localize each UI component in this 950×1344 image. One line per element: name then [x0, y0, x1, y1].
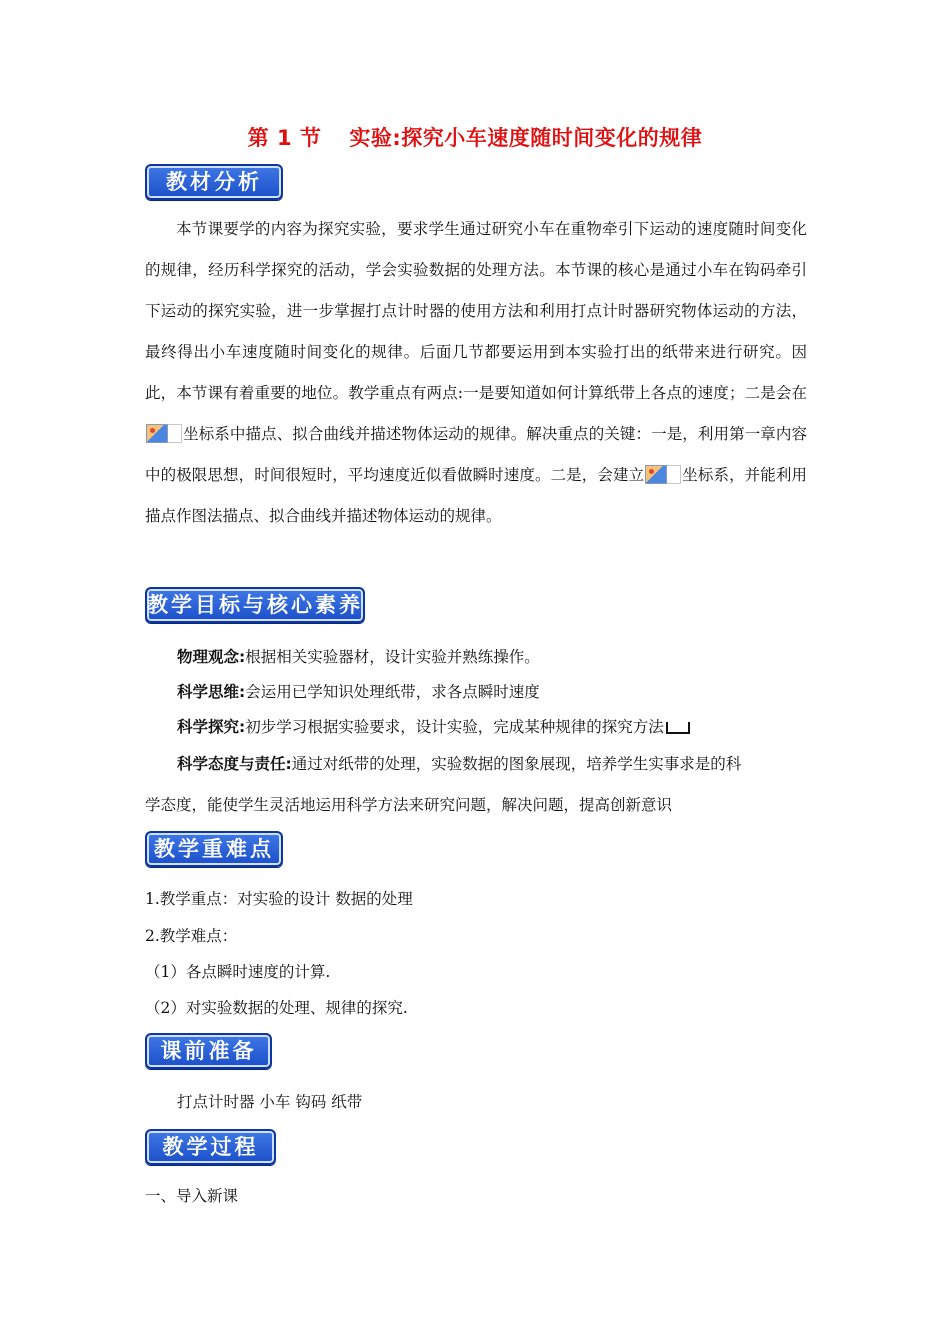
- header-badge-goals: 教学目标与核心素养: [145, 587, 365, 623]
- goal-label: 科学态度与责任:: [177, 755, 292, 773]
- bracket-mark: [666, 722, 690, 734]
- goal-label: 科学探究:: [177, 718, 246, 736]
- goal-label: 科学思维:: [177, 683, 246, 701]
- process-step-1: 一、导入新课: [145, 1187, 239, 1205]
- analysis-text-1: 本节课要学的内容为探究实验，要求学生通过研究小车在重物牵引下运动的速度随时间变化的规律，经历科学探究的活动，学会实验数据的处理方法。本节课的核心是通过小车在钩码牵引下运动的探究实验，进一步掌握打点计时器的使用方法和利用打点计时器研究物体运动的方法，最终得出小车速度随时间变化的规律。后面几节都要运用到本实验打出的纸带来进行研究。因此，本节课有着重要的地位。教学重点有两点:一是要知道如何计算纸带上各点的速度；二是会在: [145, 220, 807, 402]
- keypoint-item-1: 1.教学重点：对实验的设计 数据的处理: [145, 890, 413, 908]
- keypoint-sub-1: （1）各点瞬时速度的计算.: [145, 963, 331, 981]
- goal-text: 初步学习根据实验要求，设计实验，完成某种规律的探究方法: [245, 718, 664, 736]
- goal-item-scientific-thinking: [177, 681, 540, 703]
- keypoint-item-2: 2.教学难点：: [145, 927, 238, 945]
- section-number: 第 1 节: [247, 126, 322, 150]
- goal-item-attitude: [177, 753, 741, 775]
- analysis-text-3: 坐标系，并能利用描点作图法描点、拟合曲线并描述物体运动的规律。: [145, 466, 807, 525]
- header-badge-prep: 课前准备: [145, 1033, 272, 1069]
- broken-image-icon: [146, 424, 182, 442]
- broken-image-icon: [645, 465, 681, 483]
- prep-materials: 打点计时器 小车 钩码 纸带: [177, 1093, 363, 1111]
- analysis-text-2: 坐标系中描点、拟合曲线并描述物体运动的规律。解决重点的关键：一是，利用第一章内容中的极限思想，时间很短时，平均速度近似看做瞬时速度。二是，会建立: [145, 425, 807, 484]
- page-title: [0, 122, 950, 152]
- keypoint-sub-2: （2）对实验数据的处理、规律的探究.: [145, 999, 408, 1017]
- goal-text: 根据相关实验器材，设计实验并熟练操作。: [245, 648, 540, 666]
- analysis-paragraph: [145, 209, 807, 537]
- goal-item-attitude-continued: 学态度，能使学生灵活地运用科学方法来研究问题，解决问题，提高创新意识: [145, 796, 673, 814]
- section-title: 实验:探究小车速度随时间变化的规律: [349, 126, 703, 150]
- goal-label: 物理观念:: [177, 648, 246, 666]
- goal-item-scientific-inquiry: [177, 716, 690, 738]
- header-badge-analysis: 教材分析: [145, 164, 283, 200]
- goal-item-physics-concept: [177, 646, 540, 668]
- header-badge-process: 教学过程: [145, 1129, 276, 1165]
- goal-text: 会运用已学知识处理纸带，求各点瞬时速度: [245, 683, 540, 701]
- header-badge-keypoints: 教学重难点: [145, 831, 283, 867]
- goal-text: 通过对纸带的处理，实验数据的图象展现，培养学生实事求是的科: [291, 755, 742, 773]
